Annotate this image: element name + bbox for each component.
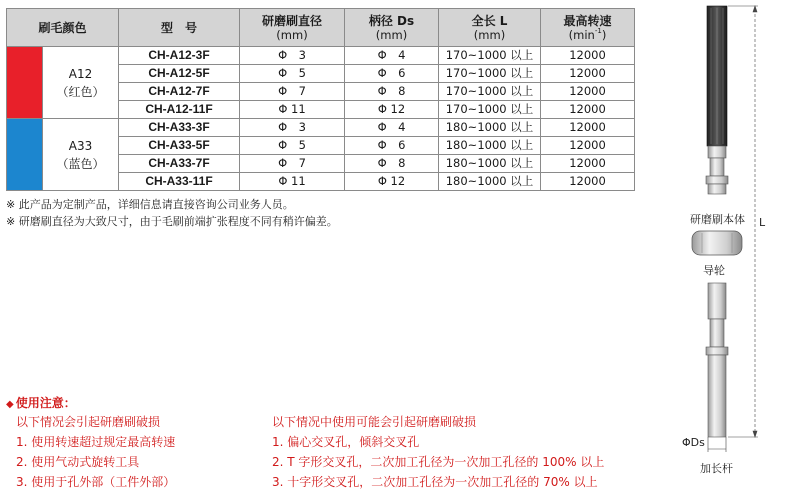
header-brush-diameter: 研磨刷直径 (mm) xyxy=(240,9,345,47)
caution-right-heading: 以下情况中使用可能会引起研磨刷破损 xyxy=(272,415,477,429)
cell-diameter: Φ 11 xyxy=(240,101,345,119)
cell-shank: Φ 4 xyxy=(345,47,439,65)
cell-diameter: Φ 3 xyxy=(240,47,345,65)
shank-dimension xyxy=(708,437,726,452)
cell-shank: Φ 8 xyxy=(345,155,439,173)
caution-breakage-list xyxy=(16,412,286,492)
cell-length: 170~1000 以上 xyxy=(439,65,541,83)
cell-diameter: Φ 7 xyxy=(240,83,345,101)
cell-length: 180~1000 以上 xyxy=(439,155,541,173)
label-extension-rod: 加长杆 xyxy=(700,462,733,475)
cell-shank: Φ 6 xyxy=(345,137,439,155)
cell-model: CH-A33-11F xyxy=(119,173,240,191)
header-length: 全长 L (mm) xyxy=(439,9,541,47)
cell-shank: Φ 12 xyxy=(345,101,439,119)
table-row xyxy=(7,119,635,137)
header-model: 型 号 xyxy=(119,9,240,47)
caution-title: ◆ 使用注意： xyxy=(6,396,76,410)
cell-length: 180~1000 以上 xyxy=(439,173,541,191)
guide-wheel xyxy=(692,231,742,255)
list-item: 3. 十字形交叉孔，二次加工孔径为一次加工孔径的 70% 以上 xyxy=(272,475,598,489)
table-row xyxy=(7,47,635,65)
cell-diameter: Φ 5 xyxy=(240,65,345,83)
notes xyxy=(6,196,338,230)
note-custom-product: ※ 此产品为定制产品，详细信息请直接咨询公司业务人员。 xyxy=(6,198,294,211)
cell-diameter: Φ 11 xyxy=(240,173,345,191)
note-diameter-tolerance: ※ 研磨刷直径为大致尺寸，由于毛刷前端扩张程度不同有稍许偏差。 xyxy=(6,215,338,228)
brush-body xyxy=(706,6,728,194)
color-group-a33: A33 （蓝色） xyxy=(43,119,119,191)
usage-caution xyxy=(6,394,605,489)
list-item: 2. 使用气动式旋转工具 xyxy=(16,455,140,469)
header-shank: 柄径 Ds (mm) xyxy=(345,9,439,47)
diamond-bullet-icon: ◆ xyxy=(6,399,14,410)
color-swatch-blue xyxy=(7,119,43,191)
caution-left-heading: 以下情况会引起研磨刷破损 xyxy=(16,415,161,429)
cell-diameter: Φ 5 xyxy=(240,137,345,155)
cell-speed: 12000 xyxy=(541,119,635,137)
cell-diameter: Φ 7 xyxy=(240,155,345,173)
label-shank-diameter: ΦDs xyxy=(682,436,705,449)
header-color: 刷毛颜色 xyxy=(7,9,119,47)
cell-speed: 12000 xyxy=(541,83,635,101)
extension-rod xyxy=(706,283,728,437)
cell-model: CH-A33-7F xyxy=(119,155,240,173)
label-guide-wheel: 导轮 xyxy=(703,264,725,277)
caution-possible-breakage-list xyxy=(272,412,605,492)
cell-shank: Φ 4 xyxy=(345,119,439,137)
tool-drawing xyxy=(670,0,790,499)
cell-shank: Φ 6 xyxy=(345,65,439,83)
cell-length: 170~1000 以上 xyxy=(439,47,541,65)
spec-table xyxy=(6,8,635,191)
cell-speed: 12000 xyxy=(541,137,635,155)
label-length: L xyxy=(759,216,766,229)
list-item: 2. T 字形交叉孔，二次加工孔径为一次加工孔径的 100% 以上 xyxy=(272,455,605,469)
cell-model: CH-A12-11F xyxy=(119,101,240,119)
cell-speed: 12000 xyxy=(541,47,635,65)
cell-speed: 12000 xyxy=(541,65,635,83)
color-swatch-red xyxy=(7,47,43,119)
cell-model: CH-A33-5F xyxy=(119,137,240,155)
cell-speed: 12000 xyxy=(541,101,635,119)
cell-length: 180~1000 以上 xyxy=(439,119,541,137)
cell-speed: 12000 xyxy=(541,155,635,173)
list-item: 1. 使用转速超过规定最高转速 xyxy=(16,435,176,449)
list-item: 3. 使用于孔外部（工件外部） xyxy=(16,475,176,489)
cell-shank: Φ 12 xyxy=(345,173,439,191)
cell-speed: 12000 xyxy=(541,173,635,191)
cell-model: CH-A12-3F xyxy=(119,47,240,65)
cell-model: CH-A12-7F xyxy=(119,83,240,101)
cell-length: 170~1000 以上 xyxy=(439,101,541,119)
label-brush-body: 研磨刷本体 xyxy=(690,213,745,226)
cell-length: 180~1000 以上 xyxy=(439,137,541,155)
cell-diameter: Φ 3 xyxy=(240,119,345,137)
list-item: 1. 偏心交叉孔，倾斜交叉孔 xyxy=(272,435,420,449)
cell-length: 170~1000 以上 xyxy=(439,83,541,101)
tool-drawing-svg xyxy=(670,0,790,499)
header-speed: 最高转速 $(\min^{-1})$ xyxy=(541,9,635,47)
cell-model: CH-A12-5F xyxy=(119,65,240,83)
color-group-a12: A12 （红色） xyxy=(43,47,119,119)
cell-model: CH-A33-3F xyxy=(119,119,240,137)
table-header-row xyxy=(7,9,635,47)
cell-shank: Φ 8 xyxy=(345,83,439,101)
